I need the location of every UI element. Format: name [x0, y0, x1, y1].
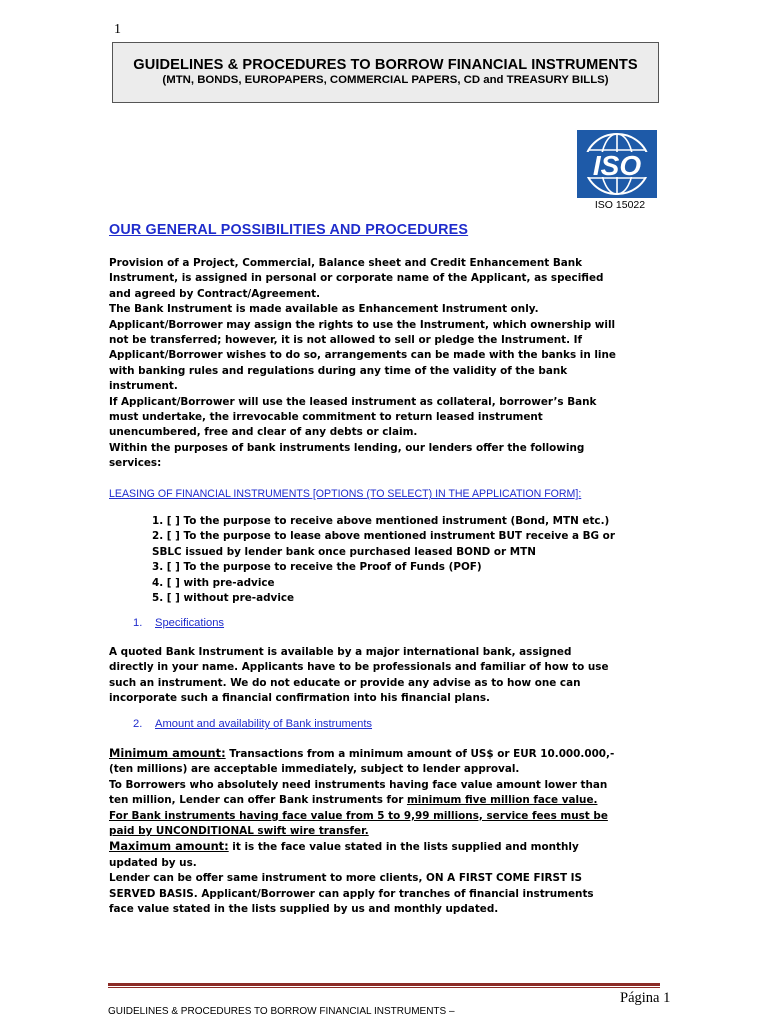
amount-line: Lender can be offer same instrument to more clients, ON A FIRST COME FIRST IS	[109, 872, 582, 885]
globe-icon	[577, 130, 657, 198]
amount-line: For Bank instruments having face value from 5 to 9,99 millions, service fees must be	[109, 809, 608, 822]
intro-line: with banking rules and regulations during any time of the validity of the bank	[109, 364, 568, 377]
intro-paragraph	[109, 256, 669, 472]
iso-logo-text: ISO	[592, 150, 642, 181]
intro-line: If Applicant/Borrower will use the leased instrument as collateral, borrower’s Bank	[109, 395, 597, 408]
intro-line: Provision of a Project, Commercial, Balance sheet and Credit Enhancement Bank	[109, 257, 583, 269]
intro-line: Within the purposes of bank instruments lending, our lenders offer the following	[109, 441, 585, 454]
amount-line	[109, 746, 669, 762]
heading-number: 2.	[133, 718, 143, 730]
footer-page-number: Página 1	[620, 990, 671, 1006]
amount-paragraph	[109, 746, 669, 917]
iso-caption: ISO 15022	[594, 199, 646, 211]
intro-line: not be transferred; however, it is not allowed to sell or pledge the Instrument. If	[109, 334, 583, 347]
amount-line	[109, 793, 669, 808]
iso-logo	[577, 130, 657, 198]
options-list	[152, 514, 615, 606]
minimum-five-million-text: minimum five million face value.	[406, 794, 598, 807]
minimum-amount-text: Transactions from a minimum amount of US$ or EUR 10.000.000,-	[225, 748, 615, 760]
intro-line: and agreed by Contract/Agreement.	[109, 287, 321, 300]
leasing-heading: LEASING OF FINANCIAL INSTRUMENTS [OPTIONS (TO SELECT) IN THE APPLICATION FORM]:	[109, 488, 582, 500]
heading-text: Specifications	[155, 617, 225, 629]
amount-line: To Borrowers who absolutely need instruments having face value amount lower than	[109, 778, 608, 791]
page-number-top: 1	[114, 22, 121, 37]
option-item: 4. [ ] with pre-advice	[152, 576, 275, 589]
amount-line: (ten millions) are acceptable immediately, subject to lender approval.	[109, 763, 520, 776]
intro-line: services:	[109, 457, 162, 470]
document-title: GUIDELINES & PROCEDURES TO BORROW FINANCIAL INSTRUMENTS	[133, 57, 638, 73]
document-title-box	[112, 42, 659, 103]
maximum-amount-text: it is the face value stated in the lists supplied and monthly	[228, 841, 579, 854]
amount-line: face value stated in the lists supplied by us and monthly updated.	[109, 903, 499, 916]
heading-number: 1.	[133, 617, 143, 629]
document-subtitle: (MTN, BONDS, EUROPAPERS, COMMERCIAL PAPERS, CD and TREASURY BILLS)	[162, 74, 609, 86]
spec-line: directly in your name. Applicants have to be professionals and familiar of how to use	[109, 661, 609, 674]
amount-line-prefix: ten million, Lender can offer Bank instruments for	[109, 794, 407, 807]
intro-line: Instrument, is assigned in personal or corporate name of the Applicant, as specified	[109, 272, 604, 285]
amount-line: paid by UNCONDITIONAL swift wire transfer.	[109, 825, 369, 838]
footer-divider	[108, 983, 660, 986]
heading-text: Amount and availability of Bank instruments	[155, 718, 373, 730]
intro-line: instrument.	[109, 380, 178, 393]
option-item: 5. [ ] without pre-advice	[152, 592, 295, 605]
intro-line: The Bank Instrument is made available as Enhancement Instrument only.	[109, 303, 539, 316]
option-item: 2. [ ] To the purpose to lease above mentioned instrument BUT receive a BG or	[152, 530, 615, 543]
specifications-paragraph	[109, 645, 669, 707]
footer-divider-thin	[108, 987, 660, 988]
intro-line: unencumbered, free and clear of any debts or claim.	[109, 426, 418, 439]
intro-line: Applicant/Borrower may assign the rights to use the Instrument, which ownership will	[109, 318, 616, 331]
spec-line: incorporate such a financial confirmation into his financial plans.	[109, 692, 490, 705]
maximum-amount-label: Maximum amount:	[109, 839, 229, 854]
footer-text: GUIDELINES & PROCEDURES TO BORROW FINANCIAL INSTRUMENTS –	[108, 1006, 455, 1017]
spec-line: A quoted Bank Instrument is available by a major international bank, assigned	[109, 646, 572, 658]
intro-line: must undertake, the irrevocable commitment to return leased instrument	[109, 411, 543, 424]
amount-line: SERVED BASIS. Applicant/Borrower can apply for tranches of financial instruments	[109, 887, 594, 900]
option-item: SBLC issued by lender bank once purchased leased BOND or MTN	[152, 545, 536, 558]
option-item: 1. [ ] To the purpose to receive above mentioned instrument (Bond, MTN etc.)	[152, 515, 610, 527]
amount-line: updated by us.	[109, 856, 197, 869]
section-title: OUR GENERAL POSSIBILITIES AND PROCEDURES	[109, 222, 469, 238]
intro-line: Applicant/Borrower wishes to do so, arrangements can be made with the banks in line	[109, 349, 616, 362]
amount-heading	[133, 718, 372, 730]
spec-line: such an instrument. We do not educate or provide any advise as to how one can	[109, 676, 581, 689]
specifications-heading	[133, 617, 224, 629]
option-item: 3. [ ] To the purpose to receive the Proof of Funds (POF)	[152, 561, 482, 574]
minimum-amount-label: Minimum amount:	[109, 746, 226, 760]
amount-line	[109, 839, 669, 855]
